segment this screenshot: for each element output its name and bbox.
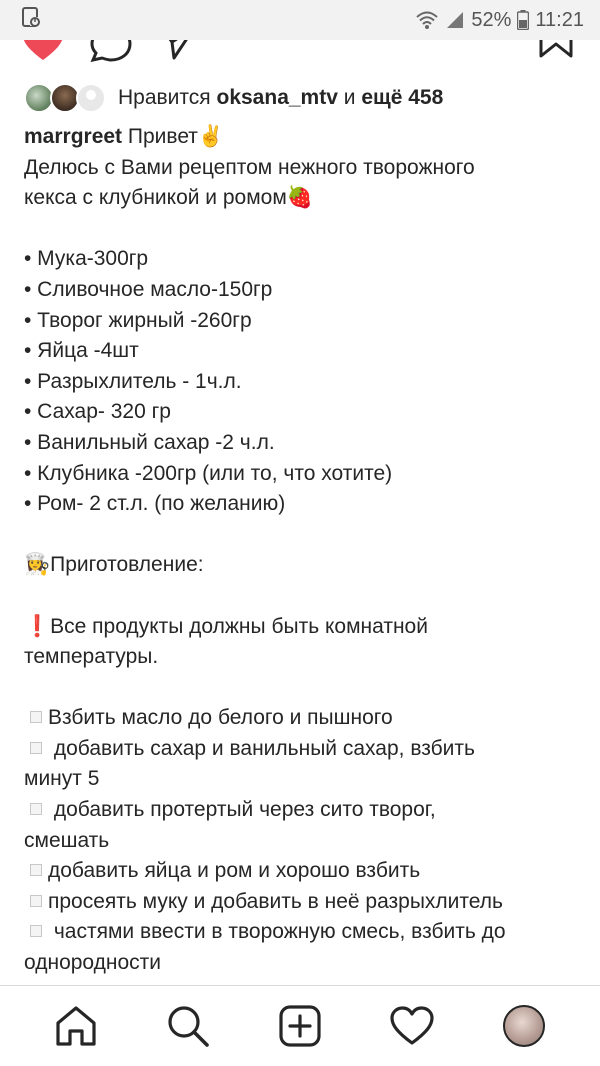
caption-step bbox=[24, 887, 584, 918]
share-icon[interactable] bbox=[160, 40, 196, 60]
caption-line: • Разрыхлитель - 1ч.л. bbox=[24, 369, 242, 393]
likes-count[interactable]: ещё 458 bbox=[361, 86, 444, 109]
white-square-emoji-icon bbox=[30, 925, 42, 937]
caption-blank-line bbox=[24, 520, 584, 551]
caption-step bbox=[24, 795, 584, 826]
caption-line: • Яйца -4шт bbox=[24, 339, 139, 363]
home-icon bbox=[54, 1005, 98, 1047]
caption-body bbox=[24, 153, 584, 704]
bottom-nav bbox=[0, 985, 600, 1066]
caption-step bbox=[24, 764, 584, 795]
caption-greeting: Привет✌️ bbox=[122, 125, 225, 148]
caption-blank-line bbox=[24, 673, 584, 704]
profile-avatar bbox=[503, 1005, 545, 1047]
caption-line: • Мука-300гр bbox=[24, 247, 149, 271]
nav-profile[interactable] bbox=[494, 996, 554, 1056]
caption-line: кекса с клубникой и ромом🍓 bbox=[24, 186, 313, 210]
caption-first-line bbox=[24, 122, 584, 153]
white-square-emoji-icon bbox=[30, 742, 42, 754]
caption-step-text: добавить яйца и ром и хорошо взбить bbox=[48, 859, 421, 883]
save-bookmark-icon[interactable] bbox=[538, 40, 574, 60]
caption-line: • Ванильный сахар -2 ч.л. bbox=[24, 430, 275, 454]
status-bar bbox=[0, 0, 600, 40]
nav-activity[interactable] bbox=[382, 996, 442, 1056]
caption-step-text: минут 5 bbox=[24, 767, 100, 791]
screenshot-notification-icon bbox=[20, 6, 42, 34]
caption-step bbox=[24, 856, 584, 887]
caption-line: • Сливочное масло-150гр bbox=[24, 277, 273, 301]
caption-username[interactable]: marrgreet bbox=[24, 125, 123, 148]
caption-blank-line bbox=[24, 214, 584, 245]
caption-line: • Клубника -200гр (или то, что хотите) bbox=[24, 461, 393, 485]
caption-blank-line bbox=[24, 581, 584, 612]
caption-line: ❗️Все продукты должны быть комнатной bbox=[24, 614, 428, 638]
caption-steps bbox=[24, 703, 584, 978]
nav-new-post[interactable] bbox=[270, 996, 330, 1056]
caption-step-text: смешать bbox=[24, 828, 110, 852]
caption-line: 👩‍🍳Приготовление: bbox=[24, 553, 204, 577]
post-caption bbox=[24, 122, 584, 979]
battery-icon bbox=[517, 10, 529, 30]
search-icon bbox=[166, 1004, 210, 1048]
post-actions bbox=[0, 40, 600, 68]
caption-step bbox=[24, 917, 584, 948]
caption-step-text: однородности bbox=[24, 951, 162, 975]
caption-line: • Творог жирный -260гр bbox=[24, 308, 252, 332]
likes-middle: и bbox=[337, 86, 362, 109]
battery-percent: 52% bbox=[471, 8, 512, 31]
white-square-emoji-icon bbox=[30, 711, 42, 723]
caption-step bbox=[24, 703, 584, 734]
nav-search[interactable] bbox=[158, 996, 218, 1056]
caption-step-text: просеять муку и добавить в неё разрыхлитель bbox=[48, 889, 503, 913]
caption-line: • Сахар- 320 гр bbox=[24, 400, 171, 424]
liker-avatars bbox=[24, 81, 110, 115]
nav-home[interactable] bbox=[46, 996, 106, 1056]
clock: 11:21 bbox=[535, 8, 584, 31]
likes-prefix: Нравится bbox=[118, 86, 217, 109]
signal-icon bbox=[445, 10, 465, 30]
comment-icon[interactable] bbox=[90, 40, 132, 62]
caption-step-text: добавить протертый через сито творог, bbox=[53, 798, 436, 822]
caption-step-text: Взбить масло до белого и пышного bbox=[48, 706, 393, 730]
likes-text bbox=[118, 86, 443, 110]
white-square-emoji-icon bbox=[30, 895, 42, 907]
add-post-icon bbox=[279, 1005, 321, 1047]
white-square-emoji-icon bbox=[30, 803, 42, 815]
like-heart-icon[interactable] bbox=[22, 40, 64, 62]
activity-heart-icon bbox=[390, 1006, 434, 1046]
likes-row[interactable] bbox=[24, 80, 443, 116]
caption-line: Делюсь с Вами рецептом нежного творожного bbox=[24, 155, 475, 179]
wifi-icon bbox=[415, 10, 439, 30]
caption-step bbox=[24, 826, 584, 857]
liker-username[interactable]: oksana_mtv bbox=[216, 86, 338, 109]
caption-step bbox=[24, 734, 584, 765]
caption-line: температуры. bbox=[24, 645, 159, 669]
caption-step-text: частями ввести в творожную смесь, взбить до bbox=[53, 920, 506, 944]
caption-step bbox=[24, 948, 584, 979]
white-square-emoji-icon bbox=[30, 864, 42, 876]
caption-step-text: добавить сахар и ванильный сахар, взбить bbox=[53, 736, 475, 760]
caption-line: • Ром- 2 ст.л. (по желанию) bbox=[24, 492, 286, 516]
liker-avatar bbox=[76, 83, 106, 113]
